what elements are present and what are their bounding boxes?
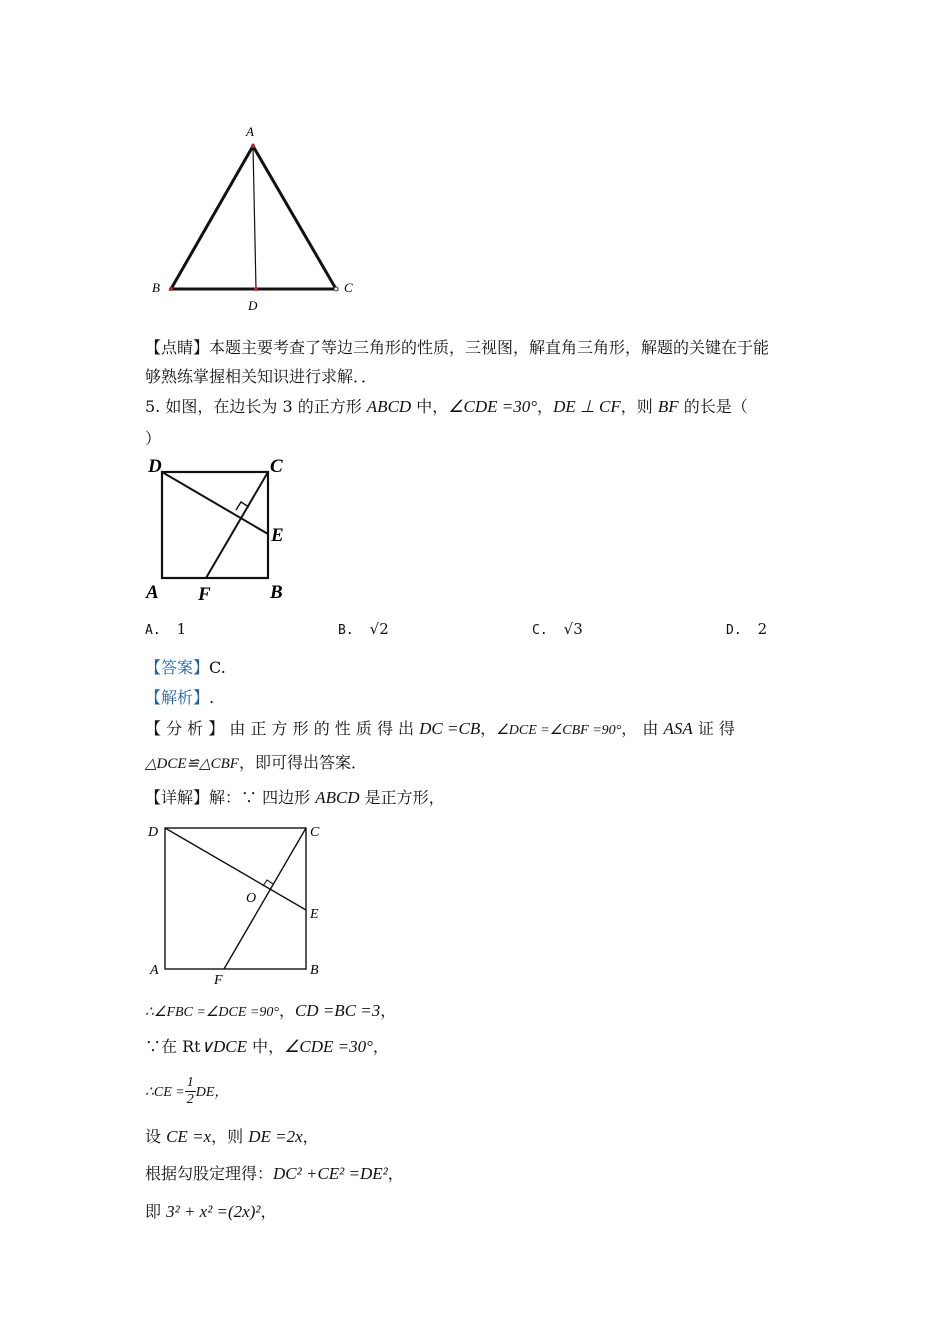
- fenxi-tag: 【 分 析 】: [145, 719, 225, 738]
- segment-de-2: [165, 828, 306, 910]
- analysis-tag: 【解析】: [145, 688, 210, 707]
- option-b-value: √2: [369, 620, 389, 638]
- label-c: C: [310, 825, 320, 840]
- fenxi-line-2: [145, 752, 367, 775]
- q5-text-2: 中，: [411, 397, 449, 416]
- fenxi-text-3: ， 由: [621, 719, 664, 738]
- segment-cf: [206, 472, 268, 578]
- fenxi-text-2: ，: [480, 719, 497, 738]
- step-1-text-2: ，: [380, 1001, 397, 1020]
- step-4: [145, 1126, 319, 1148]
- segment-de: [162, 472, 268, 534]
- q5-text-1: 5. 如图，在边长为 3 的正方形: [145, 397, 367, 416]
- label-d: D: [148, 456, 162, 477]
- q5-math-abcd: ABCD: [366, 397, 412, 416]
- option-a-value: 1: [176, 620, 187, 638]
- detail-text-2: 是正方形，: [359, 788, 445, 807]
- label-e: E: [271, 525, 284, 546]
- fenxi-math-3: ASA: [663, 719, 693, 738]
- detail-tag: 【详解】: [145, 788, 210, 807]
- label-f: F: [214, 973, 223, 988]
- analysis-line: [145, 687, 214, 709]
- square-figure-2: [140, 818, 340, 990]
- step-6-math: 3² + x² =(2x)²: [166, 1202, 261, 1221]
- q5-text-3: ，: [537, 397, 554, 416]
- label-d: D: [248, 298, 258, 313]
- detail-math: ABCD: [315, 788, 360, 807]
- step-2-text-2: 中，: [247, 1037, 285, 1056]
- option-b-label: B.: [338, 623, 354, 638]
- fenxi-text-5: ，即可得出答案．: [238, 753, 367, 772]
- step-6: [145, 1201, 277, 1223]
- step-3-fraction: [185, 1075, 196, 1108]
- label-c: C: [344, 280, 353, 295]
- label-a: A: [150, 963, 159, 978]
- option-b[interactable]: [338, 620, 389, 638]
- option-d-label: D.: [726, 623, 742, 638]
- label-o: O: [246, 891, 257, 906]
- step-4-math-1: CE =x: [166, 1127, 212, 1146]
- step-4-text-3: ，: [302, 1127, 319, 1146]
- option-d[interactable]: [726, 620, 767, 638]
- label-a: A: [146, 582, 159, 603]
- option-c-value: √3: [563, 620, 583, 638]
- point-b: [169, 287, 173, 291]
- step-5-math: DC² +CE² =DE²: [273, 1164, 388, 1183]
- point-c: [334, 287, 338, 291]
- label-d: D: [148, 825, 159, 840]
- question-5-line-2: ）: [145, 429, 162, 448]
- option-c-label: C.: [532, 623, 548, 638]
- option-a[interactable]: [145, 620, 186, 638]
- step-2-text-3: ，: [372, 1037, 389, 1056]
- step-3-math-1: ∴CE =: [145, 1085, 185, 1100]
- step-6-text-1: 即: [145, 1202, 167, 1221]
- note-line-2: 够熟练掌握相关知识进行求解．．: [145, 367, 378, 386]
- step-6-text-2: ，: [260, 1202, 277, 1221]
- step-2-math-2: ∠CDE =30°: [284, 1037, 373, 1056]
- step-4-text-1: 设: [145, 1127, 167, 1146]
- q5-math-bf: BF: [657, 397, 679, 416]
- label-b: B: [270, 582, 283, 603]
- q5-text-4: ，则: [620, 397, 658, 416]
- q5-math-perp: DE ⊥ CF: [553, 397, 621, 416]
- label-b: B: [152, 280, 160, 295]
- square-figure-1: [140, 452, 320, 604]
- option-a-label: A.: [145, 623, 161, 638]
- answer-tag: 【答案】: [145, 658, 210, 677]
- detail-text-1: 解：∵ 四边形: [209, 788, 316, 807]
- question-5-line-1: [145, 396, 748, 418]
- fenxi-math-1: DC =CB: [419, 719, 481, 738]
- note-line-1: 【点睛】本题主要考查了等边三角形的性质，三视图，解直角三角形，解题的关键在于能: [145, 338, 770, 357]
- step-5: [145, 1163, 404, 1185]
- step-4-math-2: DE =2x: [248, 1127, 303, 1146]
- step-3: [145, 1072, 228, 1112]
- step-1-math-2: CD =BC =3: [294, 1001, 381, 1020]
- step-4-text-2: ，则: [211, 1127, 249, 1146]
- fenxi-math-2: ∠DCE =∠CBF =90°: [496, 723, 622, 738]
- point-d: [254, 287, 258, 291]
- label-b: B: [310, 963, 319, 978]
- step-1: [145, 1000, 396, 1024]
- step-1-text-1: ，: [278, 1001, 295, 1020]
- fenxi-text-1: 由 正 方 形 的 性 质 得 出: [224, 719, 420, 738]
- fenxi-line-1: [145, 718, 735, 742]
- label-c: C: [270, 456, 283, 477]
- detail-line: [145, 787, 445, 809]
- altitude-ad: [253, 146, 256, 289]
- label-a: A: [246, 124, 254, 139]
- segment-cf-2: [224, 828, 306, 969]
- q5-math-angle: ∠CDE =30°: [448, 397, 538, 416]
- answer-value: C.: [209, 658, 226, 677]
- analysis-value: .: [209, 688, 215, 707]
- step-1-math-1: ∴∠FBC =∠DCE =90°: [145, 1005, 279, 1020]
- option-c[interactable]: [532, 620, 583, 638]
- step-3-math-2: DE，: [195, 1085, 229, 1100]
- step-2-math-1: ∨DCE: [200, 1037, 248, 1056]
- triangle-figure: [140, 120, 380, 320]
- step-2: [145, 1036, 389, 1058]
- fenxi-text-4: 证 得: [692, 719, 735, 738]
- label-f: F: [198, 584, 211, 604]
- step-2-text-1: ∵在 Rt: [145, 1037, 201, 1056]
- option-d-value: 2: [757, 620, 768, 638]
- label-e: E: [310, 907, 319, 922]
- step-5-text-2: ，: [387, 1164, 404, 1183]
- fraction-denominator: 2: [186, 1092, 194, 1107]
- answer-line: [145, 657, 226, 679]
- fenxi-math-congruent: △DCE≌△CBF: [145, 756, 239, 772]
- step-5-text-1: 根据勾股定理得：: [145, 1164, 274, 1183]
- fraction-numerator: 1: [186, 1075, 194, 1090]
- point-a: [251, 144, 255, 148]
- q5-text-5: 的长是（: [678, 397, 748, 416]
